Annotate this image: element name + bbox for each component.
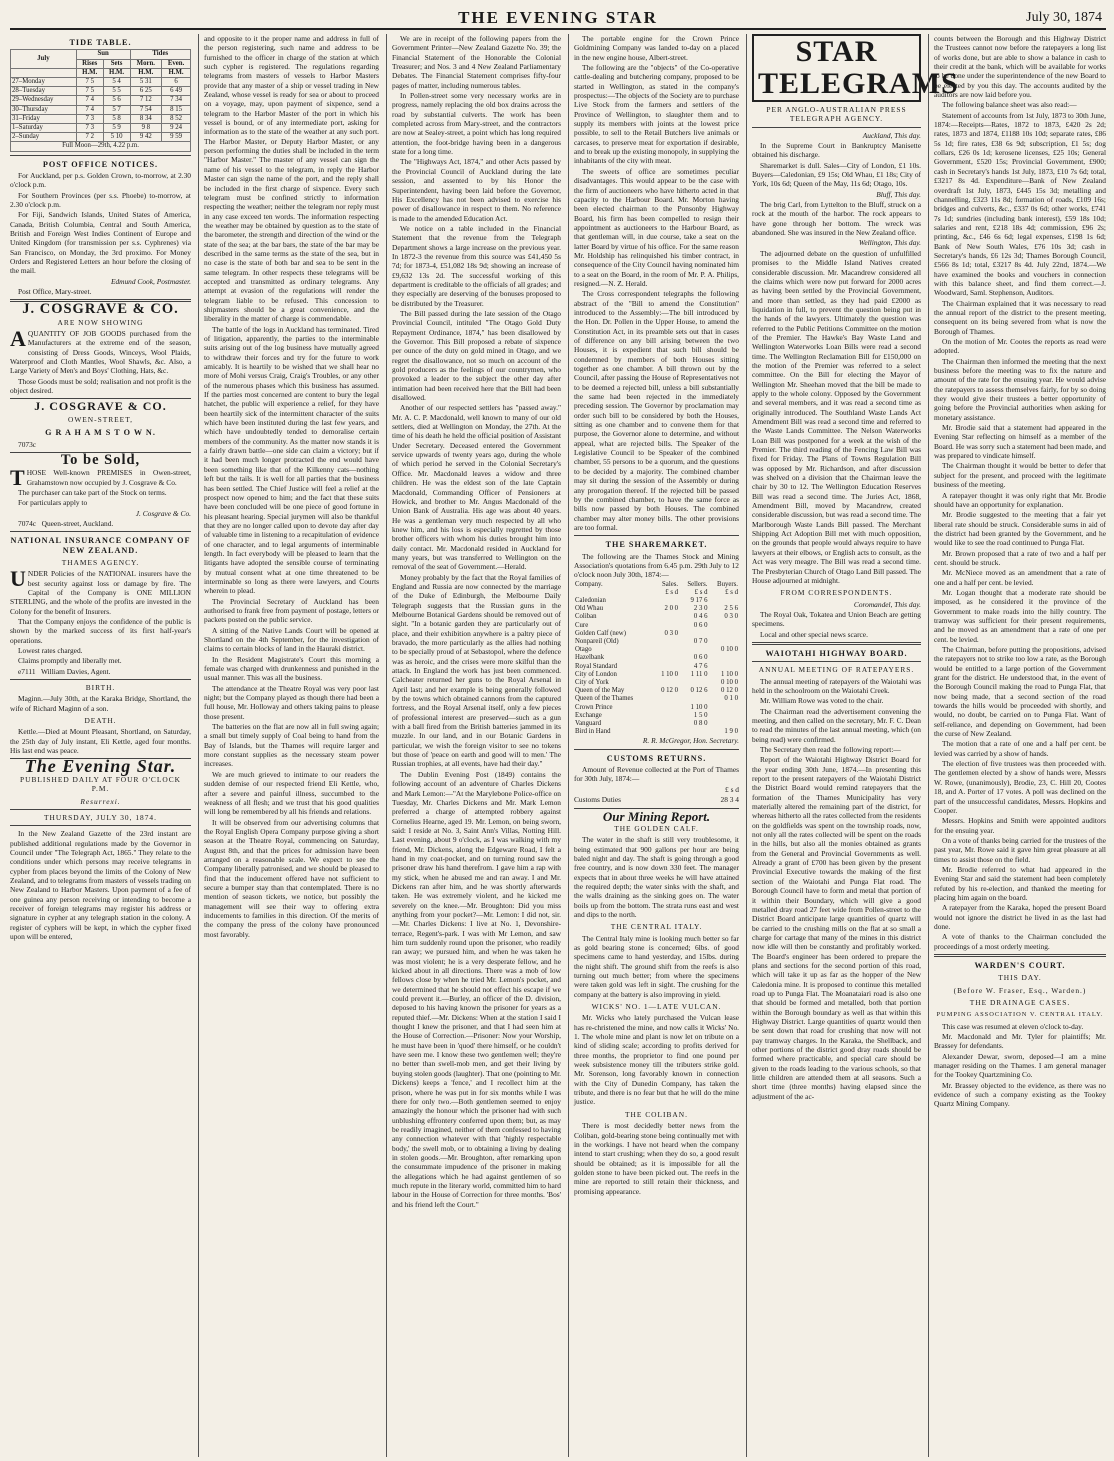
tide-header: Rises [76, 59, 103, 68]
meeting-paragraph: Mr. Brodie referred to what had appeared in the Evening Star and said the statement had been completely refuted by his re-election, and thanked the meeting for placing him again on the board. [934, 864, 1106, 902]
article-paragraph: The Provincial Secretary of Auckland has been authorised to frank free from payment of postage, letters or packets posted on the public service. [204, 596, 379, 625]
share-cell: Queen of the May [575, 687, 625, 695]
share-cell: 0 12 0 [661, 687, 679, 695]
wicks-body: Mr. Wicks who lately purchased the Vulcan lease has re-christened the mine, and now calls it Wicks' No. 1. The whole mine and plant is now let on tribute on a kind of sliding scale; according to profits derived for three months, the proprietor to find one pound per week subsistence money till the tributers strike gold. Mr. Sorenson, long favorably known in connection with the City of Dunedin Company, has taken the tribute, and there is no fear but that he will do the mine justice. [574, 1013, 739, 1107]
post-notice: For Southern Provinces (per s.s. Phoebe) to-morrow, at 2.30 o'clock p.m. [10, 190, 191, 209]
tide-cell: 9 59 [162, 133, 191, 142]
birth-body: Maginn.—July 30th, at the Karaka Bridge, Shortland, the wife of Richard Maginn of a son. [10, 694, 191, 713]
share-cell [654, 679, 679, 687]
tide-header: July [11, 50, 77, 68]
tide-cell: 5 8 [103, 114, 130, 123]
tide-cell: 29–Wednesday [11, 96, 77, 105]
tide-row [11, 123, 191, 132]
meeting-paragraph: On the motion of Mr. Cootes the reports as read were adopted. [934, 337, 1106, 356]
tide-unit: H.M. [162, 68, 191, 77]
article-paragraph: and opposite to it the proper name and address in full of the person registering, such name and address to be furnished to the officer in charge of the station at which such cypher is registered. The regulations regarding telegrams from masters of vessels to Harbor Masters provide that any master of a ship or vessel trading in New Zealand, whose vessel is ready for sea or about to proceed on a voyage, may, upon payment of sixpence, send a telegram to the Harbor Master of the port in which his vessel is bound, or of any intermediate port, asking for information as to the state of the weather at any such port. The Harbor Master, or Deputy Harbor Master, or any person performing the duties shall be included in the term "Harbor Master." The master of any vessel can sign the name of his vessel to the telegram, in reply the Harbor Master can sign the name of the port, and the reply shall be included in the first charge of sixpence. Every such telegram must be confined strictly to information respecting the weather; neither the telegram nor reply must in any case exceed ten words. The information respecting the weather may be obtained by question as to the state of the barometer, the strength and direction of the wind or the state of the sea; at the bar bars, the state of the bar may be described in the same terms as the state of the sea, but in no case is the state of both bar and sea to be sent in the same telegram. In other respects these telegrams will be accepted and transmitted as ordinary telegrams. Any attempt at evasion of the regulations will render the telegram liable to be refused. This concession to shipmasters should be a great convenience, and the liberality in the matter of charge is commendable. [204, 34, 379, 324]
share-cell: 0 6 0 [693, 654, 708, 662]
insurance-body: NDER Policies of the NATIONAL insurers have the best security against loss or damage by fire. The Capital of the Company is ONE MILLION STERLING, and the whole of the profits are invested in the Colony for the benefit of Insurers. [10, 569, 191, 616]
article-paragraph: It will be observed from our advertising columns that the Royal English Opera Company purpose giving a short season at the Theatre Royal, commencing on Saturday, August 8th, and that the prices for admission have been arranged on a reasonable scale. We expect to see the Company liberally patronised, and we should be pleased to find that the inducement offered have not sufficient to secure a bumper stay than that contemplated. There is no mention of season tickets, we notice, but possibly the management will see their way to offering extra inducements to families in this direction. Of the merits of the company the press of the colony have pronounced most favorably. [204, 817, 379, 939]
insurance-title: NATIONAL INSURANCE COMPANY OF NEW ZEALAND. [10, 536, 191, 555]
article-paragraph: The "Highways Act, 1874," and other Acts passed by the Provincial Council of Auckland during the late session, and assented to by his Honor the Superintendent, having been laid before the Governor, His Excellency has not been advised to exercise his power of disallowance in respect to them. No reference is made to the amended Education Act. [392, 157, 561, 223]
share-cell [709, 663, 739, 671]
share-cell: 2 5 6 [724, 605, 738, 613]
share-cell: Hazelbank [575, 654, 605, 662]
sold-body: HOSE Well-known PREMISES in Owen-street, Grahamstown now occupied by J. Cosgrave & Co. [26, 468, 191, 487]
full-moon: Full Moon—29th, 4.22 p.m. [11, 142, 191, 151]
masthead-title: THE EVENING STAR [458, 8, 658, 27]
paper-date: THURSDAY, JULY 30, 1874. [44, 812, 157, 822]
insurance-body-2: That the Company enjoys the confidence of the public is shown by the marked success of its first half-year's operations. [10, 617, 191, 645]
post-notice: For Fiji, Sandwich Islands, United States of America, Canada, British Columbia, Central and South America, British and Foreign West Indies Continent of Europe and United Kingdom (for transmission per s.s. Cyphrenes) via San Francisco, on Monday, the 3rd proximo. For Money Orders and Registered Letters an hour before the closing of the mail. [10, 210, 191, 276]
meeting-paragraph: Mr. Brown proposed that a rate of two and a half per cent. should be struck. [934, 548, 1106, 567]
meeting-paragraph: The Chairman thought it would be better to defer that subject for the present, and proceed with the legitimate business of the meeting. [934, 461, 1106, 490]
tide-cell: 6 49 [162, 87, 191, 96]
birth-title: BIRTH. [85, 683, 116, 693]
dateline: Bluff, This day. [876, 189, 921, 199]
death-body: Kettle.—Died at Mount Pleasant, Shortland, on Saturday, the 25th day of July instant, Eli Kettle, aged four months. His last end was peace. [10, 727, 191, 756]
tide-header: Sun [76, 50, 130, 59]
share-cell [654, 654, 679, 662]
tide-unit: H.M. [103, 68, 130, 77]
share-cell: Nonpareil (Old) [575, 638, 619, 646]
ad-ref: e7111 [18, 666, 36, 676]
mining-report-title: Our Mining Report. [602, 808, 711, 824]
lead-article: In the New Zealand Gazette of the 23rd instant are published additional regulations made by the Governor in Council under "The Telegraph Act, 1865." They relate to the conditions under which persons may receive telegrams in cypher from places beyond the limits of the Colony of New Zealand, and to telegrams from masters of vessels trading on New Zealand to Harbor Masters. Upon payment of a fee of one guinea any person receiving or intending to become a receiver of foreign telegrams may register his address or signature in cypher at any telegraph station in the colony. A register of cyphers will be kept, in which the cypher fixed upon will be entered, [10, 829, 191, 941]
share-cell [654, 597, 679, 605]
tide-row [11, 133, 191, 142]
tide-row [11, 87, 191, 96]
cosgrave-body-2: Those Goods must be sold; realisation and not profit is the object desired. [10, 376, 191, 396]
tide-cell: 5 7 [103, 105, 130, 114]
article-paragraph: The portable engine for the Crown Prince Goldmining Company was landed to-day on a placed in the new engine house, Albert-street. [574, 34, 739, 62]
meeting-paragraph: Messrs. Hopkins and Smith were appointed auditors for the ensuing year. [934, 816, 1106, 835]
tide-row [11, 96, 191, 105]
share-row [574, 613, 739, 621]
tide-table-title: TIDE TABLE. [69, 38, 132, 47]
article-paragraph: The following are the "objects" of the Co-operative cattle-dealing and butchering company, proposed to be started in Wellington, as stated in the company's prospectus:—The objects of the Society are to purchase Live Stock from the farmers and settlers of the Province of Wellington, to slaughter them and to supply its members with joints at the lowest price possible, to sell to the Retail Butchers live animals or carcases, to preserve meat for exportation if desirable, and to break up the existing monopoly, in supplying the inhabitants of the city with meat. [574, 63, 739, 166]
share-cell: 0 10 0 [721, 646, 738, 654]
cosgrave2-town: G R A H A M S T O W N. [45, 428, 156, 438]
telegram: Sharemarket is dull. Sales—City of London, £1 10s. Buyers—Caledonian, £9 15s; Old Whau, £1 18s; City of York, 10s 6d; Queen of the May, 11s 6d; Otago, 10s. [752, 160, 921, 189]
court-paragraph: Alexander Dewar, sworn, deposed—I am a mine manager residing on the Thames. I am general manager for the Tookey Quartzmining Co. [934, 1051, 1106, 1080]
meeting-paragraph: The following balance sheet was also read:— [942, 100, 1077, 110]
wardens-court-title: WARDEN'S COURT. [974, 961, 1066, 970]
column-1 [10, 34, 196, 1457]
article-paragraph: Money probably by the fact that the Royal families of England and Russia are now connected by the marriage of the Duke of Edinburgh, the Melbourne Daily Telegraph suggests that the Russian guns in the Melbourne Botanical Gardens should be removed out of sight. "In a botanic garden they are particularly out of place, and their exhibition anywhere is a paltry piece of bravado, the more particularly as the allies had nothing to be specially proud of at Sebastopol, where the defence was as heroic, and the crises were more skilful than the attack. In England the work has just been commenced. Calcheater returned her guns to the Royal Arsenal in April last; and her example is being generally followed by the towns which obtained cannons from the captured fortress, and the Royal Arsenal itself, only a few pieces of professional interest are preserved—such as a gun with a ball fired from the British batteries jammed in its muzzle. In our land, and in our Botanic Gardens in particular, we wish the foreign visitor to see no tokens but those of 'peace on earth and good will to men.' The Russian trophies, at all events, have had their day." [392, 572, 561, 769]
tide-cell: 5 10 [103, 133, 130, 142]
tide-header: Even. [162, 59, 191, 68]
tide-row [11, 114, 191, 123]
article-paragraph: A sitting of the Native Lands Court will be opened at Shortland on the 4th September, for the investigation of claims to certain blocks of land in the Hauraki district. [204, 625, 379, 654]
insurance-body-3: Lowest rates charged. [18, 646, 83, 656]
drop-cap: A [10, 326, 26, 352]
share-header: Sellers. [687, 580, 708, 588]
tide-cell: 8 34 [130, 114, 162, 123]
column-5 [746, 34, 959, 1457]
telegram: The adjourned debate on the question of unfulfilled promises to the Middle Island Natives created considerable discussion. Mr. Macandrew considered all the claims which were now put forward for 2000 acres as having been settled by the Provincial Government, and more than settled, as they had paid £2000 as liquidation in full, to prevent the question being put in the hands of the lawyers. Ultimately the question was referred to the Public Petitions Committee on the motion of the Premier. The Hawke's Bay Waste Land and Wellington Waterworks Loan Bills were read a second time. The Wellington Reclamation Bill for £150,000 on the motion of the Premier was referred to a select committee. On the Bill for electing the Mayor of Wellington Mr. Sheehan moved that the bill be made to apply to the whole colony. Opposed by the Government and several members, and it was read a second time as originally introduced. The Southland Waste Lands Act Amendment Bill was read a second time and referred to the Waste Lands Committee. The Nelson Waterworks Loan Bill was postponed for a week at the wish of the Premier. The third reading of the Fencing Law Bill was fixed for Friday. The Plans of Towns Regulation Bill was opposed by Mr. Richardson, and after discussion was shelved on a division that the Chairman leave the chair by 30 to 12. The Wellington Education Reserves Bill was read a second time. The Juries Act, 1868, Amendment Bill, moved by Macandrew, created considerable discussion, but was read a second time. The Marlborough Waste Lands Bill passed. The Merchant Shipping Act Adoption Bill met with much opposition, on the grounds that people would always require to have lawyers at their elbows, or English acts to consult, as the Act was very meagre. The Bill was read a second time. The Presbyterian Church of Otago Land Bill passed. The House adjourned at midnight. [752, 248, 921, 585]
share-cell [654, 638, 679, 646]
cosgrave-sub: ARE NOW SHOWING [57, 317, 144, 327]
share-cell: 1 10 0 [721, 670, 738, 678]
drop-cap: T [10, 465, 25, 491]
article-paragraph: We are much grieved to intimate to our readers the sudden demise of our respected friend Eli Kettle, who, after a severe and painful illness, succumbed to the weakness of all flesh; and we trust that his good qualities will long be remembered by all his friends and relations. [204, 769, 379, 817]
meeting-paragraph: Mr. Logan thought that a moderate rate should be imposed, as he considered it the province of the Government to make roads into the hilly country. The tramway was sufficient for their present requirements, and he moved as an amendment that a rate of one per cent. be levied. [934, 587, 1106, 644]
share-row [574, 663, 739, 671]
column-2 [198, 34, 384, 1457]
share-cell: Vanguard [575, 720, 602, 728]
golden-calf-title: THE GOLDEN CALF. [614, 823, 699, 833]
share-unit: £ s d [665, 588, 679, 596]
meeting-paragraph: A ratepayer thought it was only right that Mr. Brodie should have an opportunity for explanation. [934, 490, 1106, 509]
share-cell [709, 720, 739, 728]
share-cell: 0 7 0 [693, 638, 708, 646]
column-4 [568, 34, 744, 1457]
share-cell: Cure [575, 621, 589, 629]
meeting-paragraph: The Secretary then read the following report:— [760, 745, 901, 754]
share-cell [679, 695, 708, 703]
dateline: Coromandel, This day. [853, 599, 921, 609]
tide-cell: 7 3 [76, 123, 103, 132]
share-row [574, 654, 739, 662]
share-cell: 4 7 6 [693, 662, 708, 670]
meeting-paragraph: Mr. McNiece moved as an amendment that a rate of one and a half per cent. be levied. [934, 568, 1106, 587]
coliban-body: There is most decidedly better news from the Coliban, gold-bearing stone being continually met with in the workings. I have not heard when the company intend to start crushing; when they do so, a good result should be obtained; as it is impossible for all the golden stone to have been picked out. The reefs in the mine are reported to still retain their thickness, and promising appearance. [574, 1121, 739, 1196]
article-paragraph: The attendance at the Theatre Royal was very poor last night; but the Company played as though there had been a full house, Mr. Holloway and others taking pains to please those present. [204, 683, 379, 721]
share-cell: 1 10 0 [661, 670, 679, 678]
meeting-paragraph: The Chairman, before putting the propositions, advised the ratepayers not to strike too low a rate, as the Borough would be entitled to a large portion of the Government grant for the district. He understood that, in the event of the Borough Council making the road to Punga Flat, that now being made, that a second section of the road towards the hills would be proceeded with shortly, and would, no doubt, be carried on to Punga Flat. Want of self-reliance, and depending on Government, had been the curse of New Zealand. [934, 645, 1106, 739]
sharemarket-signature: R. R. McGregor, Hon. Secretary. [642, 736, 739, 746]
share-unit: £ s d [725, 588, 738, 596]
article-paragraph: The Bill passed during the late session of the Otago Provincial Council, intituled "The Otago Gold Duty Repayment Ordinance, 1874," has been disallowed by the Governor. This Bill proposed a rebate of sixpence per ounce of the duty on gold mined in Otago, and we regret the disallowance, not so much on account of the gold producers as the feelings of our countrymen, who provoked a leader to the subject the other day after intimation had been received here that the Bill had been disallowed. [392, 308, 561, 403]
article-paragraph: Another of our respected settlers has "passed away." Mr. A. C. P. Macdonald, well known to many of our old settlers, died at Wellington on Monday, the 27th. At the time of his death he held the official position of Assistant Under Secretary. Deceased entered the Government service upwards of twenty years ago, during the whole of which period he served in the Colonial Secretary's Office. Mr. Macdonald leaves a widow and three children. He was the eldest son of the late Captain Macdonald, Commanding Officer of Pensioners at Howick, and brother to Mr. Angus Macdonald of the Union Bank of Australia. His age was about 40 years. He was a gentleman very much respected by all who knew him, and his loss is especially regretted by those brother officers with whom his duties brought him into daily contact. Mr. Macdonald resided in Auckland for many years, but was transferred to Wellington on the removal of the seat of Government.—Herald. [392, 403, 561, 572]
share-cell [709, 704, 739, 712]
insurance-body-4: Claims promptly and liberally met. [18, 656, 122, 666]
tide-cell: 7 34 [162, 96, 191, 105]
share-cell [654, 622, 679, 630]
correspondents-title: FROM CORRESPONDENTS. [780, 588, 893, 598]
customs-amount: 28 3 4 [720, 795, 739, 805]
share-cell [654, 646, 679, 654]
sold-address: Queen-street, Auckland. [41, 518, 114, 528]
share-row [574, 646, 739, 654]
tide-cell: 7 5 [76, 87, 103, 96]
customs-currency: £ s d [725, 784, 739, 794]
meeting-paragraph: The annual meeting of ratepayers of the Waiotahi was held in the schoolroom on the Waiotahi Creek. [752, 676, 921, 695]
tide-cell: 31–Friday [11, 114, 77, 123]
dateline: Auckland, This day. [862, 130, 921, 140]
ad-ref: 7074c [18, 518, 37, 528]
article-paragraph: The batteries on the flat are now all in full swing again; a small but timely supply of Coal being to hand from the Bay of Islands, but the Thames will require larger and more constant supplies as the necessary steam power increases. [204, 722, 379, 769]
cosgrave2-title: J. COSGRAVE & CO. [34, 399, 167, 414]
share-cell [679, 646, 708, 654]
tide-cell: 5 6 [103, 96, 130, 105]
tide-cell: 9 8 [130, 123, 162, 132]
tide-cell: 7 54 [130, 105, 162, 114]
wardens-court-before: (Before W. Fraser, Esq., Warden.) [953, 985, 1087, 995]
meeting-paragraph: The election of five trustees was then proceeded with. The gentlemen elected by a show of hands were, Messrs W. Rowe, (unanimously), Brodie, 23, C. Hill 20, Cootes 18, and A. Porter of 17 votes. A poll was declined on the part of the unsuccessful candidates, Messrs. Hopkins and Cooper. [934, 759, 1106, 815]
share-cell [654, 720, 679, 728]
paper-motto: Resurrexi. [80, 796, 121, 806]
masthead [10, 6, 1106, 30]
tide-unit: H.M. [76, 68, 103, 77]
central-italy-body: The Central Italy mine is looking much better so far as gold bearing stone is concerned; 6lbs. of good specimens came to hand yesterday, and 15lbs. during the night shift. The ground shift from the reefs is also turning out much better; from where the specimens were taken gold was left in sight. The crushing for the company at the battery is also improving in yield. [574, 933, 739, 999]
tide-cell: 7 4 [76, 96, 103, 105]
drop-cap: U [10, 566, 26, 592]
customs-label: Customs Duties [574, 795, 622, 805]
meeting-paragraph: Mr. Brodie said that a statement had appeared in the Evening Star reflecting on himself as a member of the Board. He was sorry such a statement had been made, and was prepared to vindicate himself. [934, 423, 1106, 461]
sharemarket-intro: The following are the Thames Stock and Mining Association's quotations from 6.45 p.m. 29th July to 12 o'clock noon July 30th, 1874:— [574, 551, 739, 580]
sold-body-3: For particulars apply to [18, 498, 88, 508]
customs-body: Amount of Revenue collected at the Port of Thames for 30th July, 1874:— [574, 765, 739, 784]
share-cell: 0 12 6 [690, 687, 708, 695]
share-cell [679, 728, 708, 736]
telegram: In the Supreme Court in Bankruptcy Manisette obtained his discharge. [752, 141, 921, 160]
share-cell: Old Whau [575, 605, 604, 613]
tide-cell: 6 25 [130, 87, 162, 96]
sold-title: To be Sold, [60, 451, 141, 468]
tide-cell: 7 3 [76, 114, 103, 123]
share-cell [709, 597, 739, 605]
post-office-address: Post Office, Mary-street. [18, 287, 92, 297]
central-italy-title: THE CENTRAL ITALY. [610, 922, 703, 932]
cosgrave-title: J. COSGRAVE & CO. [22, 301, 179, 318]
tide-header: Tides [130, 50, 190, 59]
share-cell [654, 704, 679, 712]
share-header: Company. [575, 580, 603, 588]
customs-title: CUSTOMS RETURNS. [606, 753, 707, 763]
post-office-title: POST OFFICE NOTICES. [42, 159, 159, 169]
annual-meeting-title: ANNUAL MEETING OF RATEPAYERS. [758, 665, 915, 675]
meeting-paragraph: The motion that a rate of one and a half per cent. be levied was carried by a show of hands. [934, 739, 1106, 758]
share-row [574, 630, 739, 638]
share-cell: Otago [575, 646, 592, 654]
paper-sub: PUBLISHED DAILY AT FOUR O'CLOCK P.M. [20, 774, 181, 794]
tide-cell: 9 42 [130, 133, 162, 142]
tide-cell: 28–Tuesday [11, 87, 77, 96]
death-title: DEATH. [84, 716, 117, 726]
golden-calf-body: The water in the shaft is still very troublesome, it being estimated that 900 gallons per hour are being baled night and day. The shaft is going through a good free country, and is now down 330 feet. The manager expects that in about three weeks he will have attained the required depth; the water sinks with the shaft, and the walls draining as the sinking goes on. The water boils up from the bottom. The strata runs east and west and dips to the north. [574, 835, 739, 919]
meeting-paragraph: On a vote of thanks being carried for the trustees of the past year, Mr. Rowe said it gave him great pleasure at all times to assist those on the field. [934, 835, 1106, 864]
court-paragraph: Mr. Brassey objected to the evidence, as there was no evidence of such a company existing as the Tookey Quartz Mining Company. [934, 1080, 1106, 1109]
share-cell [709, 712, 739, 720]
share-cell [709, 622, 739, 630]
tide-cell: 5 31 [130, 77, 162, 86]
court-paragraph: This case was resumed at eleven o'clock to-day. [942, 1021, 1084, 1031]
share-cell [654, 663, 679, 671]
share-cell: City of York [575, 679, 609, 687]
wardens-court-day: THIS DAY. [998, 973, 1042, 983]
tide-header: Sets [103, 59, 130, 68]
telegram: The Royal Oak, Tokatea and Union Beach are getting specimens. [752, 609, 921, 629]
article-paragraph: The Cross correspondent telegraphs the following abstract of the "Bill to amend the Constitution" introduced to the Assembly:—The bill introduced by the Hon. Dr. Pollen in the Upper House, to amend the Constitution Act, in its preamble sets out that in cases of difference on any bill arising between the two Houses, it is expedient that such bill should be condemned by members of both Houses sitting together as one chamber. A bill thrown out by the Council, after passing the House of Representatives not to be deemed a rejected bill, unless a bill substantially the same had been rejected in the immediately preceding session. The Governor by proclamation may order such bill to be considered by both the Houses, sitting as one chamber and to convene them for that purpose, the Governor alone to determine, and without appeal, what are rejected bills. The Speaker of the Legislative Council to be Speaker of the combined chamber, 55 persons to be a quorum, and the questions to be decided by a majority. The combined chamber may sit during the session of the Assembly or during any prorogation thereof. If the rejected bill be passed by the combined chamber, to have the same force as bills now passed by both Houses. The combined chamber may alter money bills. The other provisions are too formal. [574, 289, 739, 532]
share-cell: 1 10 0 [690, 703, 708, 711]
share-header: Sales. [662, 580, 679, 588]
tide-cell: 5 5 [103, 87, 130, 96]
share-cell: Exchange [575, 711, 602, 719]
share-row [574, 638, 739, 646]
case-subtitle: PUMPING ASSOCIATION V. CENTRAL ITALY. [936, 1011, 1104, 1019]
tide-cell: 7 2 [76, 133, 103, 142]
tide-cell: 1–Saturday [11, 123, 77, 132]
share-cell: 2 3 0 [693, 605, 708, 613]
masthead-date: July 30, 1874 [1026, 10, 1102, 25]
article-paragraph: We are in receipt of the following papers from the Government Printer—New Zealand Gazette No. 39; the Financial Statement of the Honorable the Colonial Treasurer; and Nos. 3 and 4 New Zealand Parliamentary Debates. The Financial Statement comprises fifty-four pages of matter, including numerous tables. [392, 34, 561, 90]
share-cell: 0 6 0 [693, 621, 708, 629]
postmaster-signature: Edmund Cook, Postmaster. [110, 276, 191, 286]
meeting-paragraph: Mr. Brodie suggested to the meeting that a fair yet liberal rate should be struck. Considerable sums in aid of the district had been granted by the Government, and he would like to see the road continued to Punga Flat. [934, 510, 1106, 548]
meeting-paragraph: The Chairman read the advertisement convening the meeting, and then called on the secretary, Mr. F. C. Dean to read the minutes of the last annual meeting, which (on being read) were confirmed. [752, 706, 921, 744]
share-header: Buyers. [717, 580, 738, 588]
insurance-sub: THAMES AGENCY. [61, 557, 140, 567]
sharemarket-title: THE SHAREMARKET. [605, 540, 708, 550]
share-cell: Crown Prince [575, 703, 613, 711]
tide-unit: H.M. [130, 68, 162, 77]
tide-cell: 5 9 [103, 123, 130, 132]
tide-cell: 8 52 [162, 114, 191, 123]
column-6 [928, 34, 1106, 1457]
share-cell [654, 613, 679, 621]
meeting-paragraph: The Chairman then informed the meeting that the next business before the meeting was to fix the nature and amount of the rate for the ensuing year. He would advise the ratepayers to assess themselves fairly, for by so doing they would give their trustees a better opportunity of going before the Provincial authorities when asking for monetary assistance. [934, 356, 1106, 422]
coliban-title: THE COLIBAN. [625, 1109, 688, 1119]
article-paragraph: We notice on a table included in the Financial Statement that the revenue from the Telegraph Department shows a large increase on the previous year. In 1872-3 the revenue from this source was £41,450 5s 7d; for 1873-4, £51,082 18s 9d; showing an increase of £9,632 13s 2d. The successful working of this department is creditable to the officials of all grades; and they especially are deserving of the bonuses proposed to be distributed by the Treasurer. [392, 223, 561, 308]
share-cell: 0 1 0 [724, 695, 738, 703]
meeting-paragraph: Mr. William Rowe was voted to the chair. [760, 696, 884, 706]
share-cell: Bird in Hand [575, 728, 611, 736]
tide-row [11, 77, 191, 86]
sharemarket-table [574, 581, 739, 737]
share-cell: Golden Calf (new) [575, 629, 626, 637]
article-paragraph: In Pollen-street some very necessary works are in progress, namely replacing the old box drains across the road by substantial culverts. The work has been completed across from Mary-street, and the contractors are now at Sealey-street, a point which has long required attention, the foot-bridge having been in a dangerous state for a long time. [392, 91, 561, 157]
cosgrave2-street: OWEN-STREET, [67, 414, 134, 424]
share-cell: Coliban [575, 613, 597, 621]
share-row [574, 720, 739, 728]
tide-cell: 30–Thursday [11, 105, 77, 114]
share-row [574, 687, 739, 695]
share-cell: 9 17 6 [690, 597, 708, 604]
tide-row [11, 105, 191, 114]
tide-cell: 27–Monday [11, 77, 77, 86]
share-cell: 1 9 0 [724, 728, 738, 736]
share-cell [679, 630, 708, 638]
telegram: The brig Carl, from Lyttelton to the Bluff, struck on a rock at the mouth of the harbor. The rock appears to have gone through her bottom. The wreck was abandoned. She was insured in the New Zealand office. [752, 200, 921, 238]
share-cell: 1 11 0 [690, 670, 708, 678]
share-row [574, 704, 739, 712]
tide-cell: 7 12 [130, 96, 162, 105]
share-cell: Caledonian [575, 597, 606, 604]
share-cell: 0 4 6 [693, 613, 708, 621]
share-cell [709, 654, 739, 662]
share-row [574, 712, 739, 720]
share-cell: 0 8 0 [693, 720, 708, 728]
share-row [574, 695, 739, 703]
article-paragraph: The Dublin Evening Post (1849) contains the following account of an adventure of Charles Dickens and Mark Lemon:—"At the Marylebone Police-office on Tuesday, Mr. Charles Dickens and Mr. Mark Lemon preferred a charge of attempted robbery against Cornelius Hearne, aged 19. Mr. Lemon, on being sworn, said: I reside at No. 3, Saint Ann's Villas, Notting Hill. Last evening, about 9 o'clock, as I was walking with my friend, Mr. Dickens, along the Edgeware Road, I felt a hand in my coat-pocket, and on turning round saw the prisoner draw his hand therefrom. I gave him a rap with my stick, when he abused me and ran away. I and Mr. Dickens ran after him, and he was shortly afterwards taken. He was extremely violent, and he kicked me severely on the knee.—Mr. Broughton: Did you miss anything from your pocket?—Mr. Lemon: I did not, sir.—Mr. Charles Dickens: I live at No. 1, Devonshire-terrace, Regent's-park. I was with Mr Lemon, and saw him turn suddenly round upon the prisoner, who readily ran away; we pursued him, and when he was taken he was most violent; he is a very desperate fellow, and he kicked about in all directions. There was a mob of low fellows close by when he tried Mr. Lemon's pocket, and we determined that he should not effect his escape if we could prevent it.—Burley, an officer of the D. division, deposed to his having known the prisoner for years as a reputed thief.—Mr. Dickens: When at the station I said I thought I knew the prisoner, and that I had seen him at the House of Correction.—Prisoner: Now your Worship, he must have been in 'quod' there himself, or he couldn't have seen me. I know these two gentlemen well; they're no better than swell-mob men, and get their living by buying stolen goods (laughter). That one (pointing to Mr. Dickens) keeps a 'fence,' and I recollect him at the prison, where he was put in for six months while I was there for only two.—Both gentlemen seemed to enjoy amazingly the honour which the prisoner had with such unblushing effrontery conferred upon them; but, as may be readily imagined, neither of them confessed to having any connection whatever with that 'highly respectable body,' the swell mob, or to obtaining a living by dealing in stolen goods.—Mr. Broughton, after remarking upon the consummate impudence of the prisoner in making the allegations which he had against gentlemen of so much repute in the literary world, committed him to hard labour in the House of Correction for three months. 'Bos' and his friend left the Court." [392, 769, 562, 1209]
meeting-paragraph: Report of the Waiotahi Highway District Board for the year ending 30th June, 1874.—In presenting this report to the present ratepayers of the Waiotahi District the District Board would remind ratepayers that the formation of the Thames Municipality has very materially altered the remaining part of the district, for whereas hitherto all the rates collected from the residents on the goldfields was spent on the township roads, now, not only all the rates collected will be spent on the roads in the hills, but also all the monies obtained as grants from the General and Provincial Governments as well. Already a grant of £700 has been given by the present Provincial Executive towards the making of the first section of the Waiotahi and Punga Flat road. The Borough Council have to form and metal that portion of it within their Boundary, which will give a good metalled dray road 27 feet wide from Pollen-street to the District Board anticipate large quantities of quartz will be carried to the crushing mills on the flat at so small a charge for cartage that many of the mines in this district now idle will then be constantly and profitably worked. The Board's engineer has been ordered to prepare the plans and sections for the second portion of this road, which will take it up as far as the hopper of the New Caledonia mine. It is proposed to continue this metalled road up to Punga Flat. The Moanataiari road is also one that should be formed and metalled, both that portion within the Borough boundary as well as that within this Highway District. Large quantities of quartz would then be sent down that road for crushing that now will not pay tramway charges. In the Karaka, the Shellback, and other portions of the district good dray roads should be formed where practicable, and special care should be given to the roads leading to the various schools, so that little children are attended them at all seasons. Such a short time (three months) having elapsed since the adjustment of the ac- [752, 755, 921, 1101]
sold-body-2: The purchaser can take part of the Stock on terms. [18, 487, 167, 497]
share-unit: £ s d [694, 588, 708, 596]
tide-cell: 9 24 [162, 123, 191, 132]
insurance-agent: William Davies, Agent. [40, 666, 111, 676]
article-paragraph: In the Resident Magistrate's Court this morning a female was charged with drunkenness and punished in the usual manner. This was all the business. [204, 654, 379, 683]
share-cell: 0 3 0 [724, 613, 738, 621]
article-paragraph: The sweets of office are sometimes peculiar disadvantages. This would appear to be the case with the firm of auctioneers who have hitherto acted in that capacity to the Harbour Board. Mr. Morton having been elected chairman to the Ponsonby Highway Board, his firm has been compelled to resign their appointment as auctioneers to the Harbour Board, as that gentleman will, in due course, take a seat on the latter Board by virtue of his office. For the same reason Mr. Holdship has relinquished his timber contract, in consequence of the City Council having nominated him to a seat on the Board, in the room of Mr. P. A. Philips, resigned.—N. Z. Herald. [574, 166, 739, 288]
tide-cell: 5 4 [103, 77, 130, 86]
share-cell: 2 0 0 [664, 605, 679, 613]
share-cell [679, 679, 708, 687]
highway-board-title: WAIOTAHI HIGHWAY BOARD. [765, 648, 908, 658]
share-cell [709, 630, 739, 638]
ad-ref: 7073c [18, 439, 37, 449]
share-cell: 1 5 0 [693, 711, 708, 719]
share-row [574, 728, 739, 736]
star-telegrams-sub: PER ANGLO-AUSTRALIAN PRESS TELEGRAPH AGENCY. [766, 105, 907, 124]
tide-cell: 7 5 [76, 77, 103, 86]
share-cell: Royal Standard [575, 662, 618, 670]
share-cell [709, 638, 739, 646]
share-cell: 0 10 0 [721, 679, 738, 687]
share-row [574, 671, 739, 679]
sold-signature: J. Cosgrave & Co. [135, 508, 191, 518]
share-cell [654, 712, 679, 720]
meeting-paragraph: The Chairman explained that it was necessary to read the annual report of the district to the present meeting, consequent on its being severed from what is now the Borough of Thames. [934, 298, 1106, 336]
share-cell: 0 3 0 [664, 629, 679, 637]
tide-cell: 8 15 [162, 105, 191, 114]
share-cell [654, 695, 679, 703]
share-row [574, 622, 739, 630]
share-row [574, 597, 739, 605]
share-cell: Queen of the Thames [575, 695, 634, 703]
column-3 [386, 34, 566, 1457]
tide-cell: 6 [162, 77, 191, 86]
post-notice: For Auckland, per p.s. Golden Crown, to-morrow, at 2.30 o'clock p.m. [10, 170, 191, 190]
court-paragraph: Mr. Macdonald and Mr. Tyler for plaintiffs; Mr. Brassey for defendants. [934, 1032, 1106, 1051]
share-cell: City of London [575, 670, 617, 678]
tide-header: Morn. [130, 59, 162, 68]
tide-table [10, 49, 191, 151]
star-telegrams-title: STAR TELEGRAMS [752, 34, 921, 102]
share-row [574, 605, 739, 613]
meeting-paragraph: Statement of accounts from 1st July, 1873 to 30th June, 1874:—Receipts—Rates, 1872 to 1873, £420 2s 2d; rates, 1873 and 1874, £1188 10s 10d; separate rates, £86 5s 1d; fire rates, £38 6s 9d; subscription, £1 5s; dog collars, £26 0s 1d; kerosene licenses, £25 10s; General Government, £520 15s; Provincial Government, £900; cash in Secretary's hands 1st July, 1873, £10 7s 6d; total, £3217 8s 4d. Expenditure—Bank of New Zealand overdraft 1st July, 1873, £445 15s 3d; metalling and channelling, £323 11s 8d; formation of roads, £109 16s; bridges and culverts, &c., £337 0s 6d; other works, £741 7s 1d; sundries (including bank interest), £59 18s 10d; salaries and rent, £218 18s 4d; commission, £96 2s; printing, &c., £46 6s 6d; legal expenses, £198 1s 6d; Bank of New South Wales, £76 10s 3d; cash in Secretary's hands, £6 12s 3d; Thames Borough Council, £566 8s 1d; total, £3217 8s 4d. July 22nd, 1874.—We have examined the books and vouchers in connection with this balance sheet, and find them correct.—J. Woodward, Saml. Stephenson, Auditors. [934, 110, 1106, 298]
meeting-paragraph: A ratepayer from the Karaka, hoped the present Board would not ignore the district he lived in as the last had done. [934, 903, 1106, 931]
drainage-cases-title: THE DRAINAGE CASES. [969, 998, 1071, 1008]
dateline: Wellington, This day. [858, 238, 921, 248]
cosgrave-body: QUANTITY OF JOB GOODS purchased from the Manufacturers at the extreme end of the season, consisting of Dress Goods, Winceys, Wool Plaids, Waterproof and Cloth Mantles, Wool Shawls, &c. Also, a Large Variety of Men's and Boys' Clothing, Hats, &c. [10, 329, 191, 376]
wicks-title: WICKS' NO. 1—LATE VULCAN. [591, 1002, 722, 1012]
tide-cell: 7 4 [76, 105, 103, 114]
meeting-paragraph: A vote of thanks to the Chairman concluded the proceedings of a most orderly meeting. [934, 932, 1106, 951]
meeting-paragraph: counts between the Borough and this Highway District the Trustees cannot now before the ratepayers a long list of works done, but are able to show a balance in cash to their credit at the bank, which will be available for works to be done under the superintendence of the new Board to be elected by you this day. The accounts audited by the auditors are now laid before you. [934, 34, 1106, 100]
telegram: Local and other special news scarce. [760, 629, 868, 639]
paper-title: The Evening Star. [24, 756, 177, 777]
share-row [574, 679, 739, 687]
tide-cell: 2–Sunday [11, 133, 77, 142]
share-cell [654, 728, 679, 736]
article-paragraph: The battle of the logs in Auckland has terminated. Tired of litigation, apparently, the parties to the interminable suits arising out of the log business have mutually agreed to withdraw their forces and try for the future to work amicably. It is heartily to be wished that we shall hear no more of Mohi versus Craig, Craig's Troubles, or any other of the numerous phases which this business has assumed. If the parties most concerned are content to bury the legal hatchet, the public will experience a relief, for they have been heartily sick of the intermittent character of the suits which have been instituted during the last few years, and which have undoubtedly tended to demoralise certain members of the community. As the matter now stands it is a fairly drawn battle—one side can claim a victory; but if it had been much longer protracted the end would have been something like that of the Kilkenny cats—nothing left but the tails. It is well for all parties that the business has been settled. The Chief Justice will feel a relief at the prospect now opened to him; and the fact that these suits have been concluded will be one piece of good fortune in his pleasant hearing. Special jurymen will also be thankful that they are no longer called upon to devote day after day of valuable time in listening to a recapitulation of evidence of one character, and to legal arguments of interminable length. In fact everybody will be pleased to learn that the litigants have adopted the sensible course of terminating by mutual consent what at one time threatened to be interminable so long as there were lawyers, and Courts wherein to plead. [204, 324, 379, 596]
share-cell: 0 12 0 [721, 687, 738, 695]
